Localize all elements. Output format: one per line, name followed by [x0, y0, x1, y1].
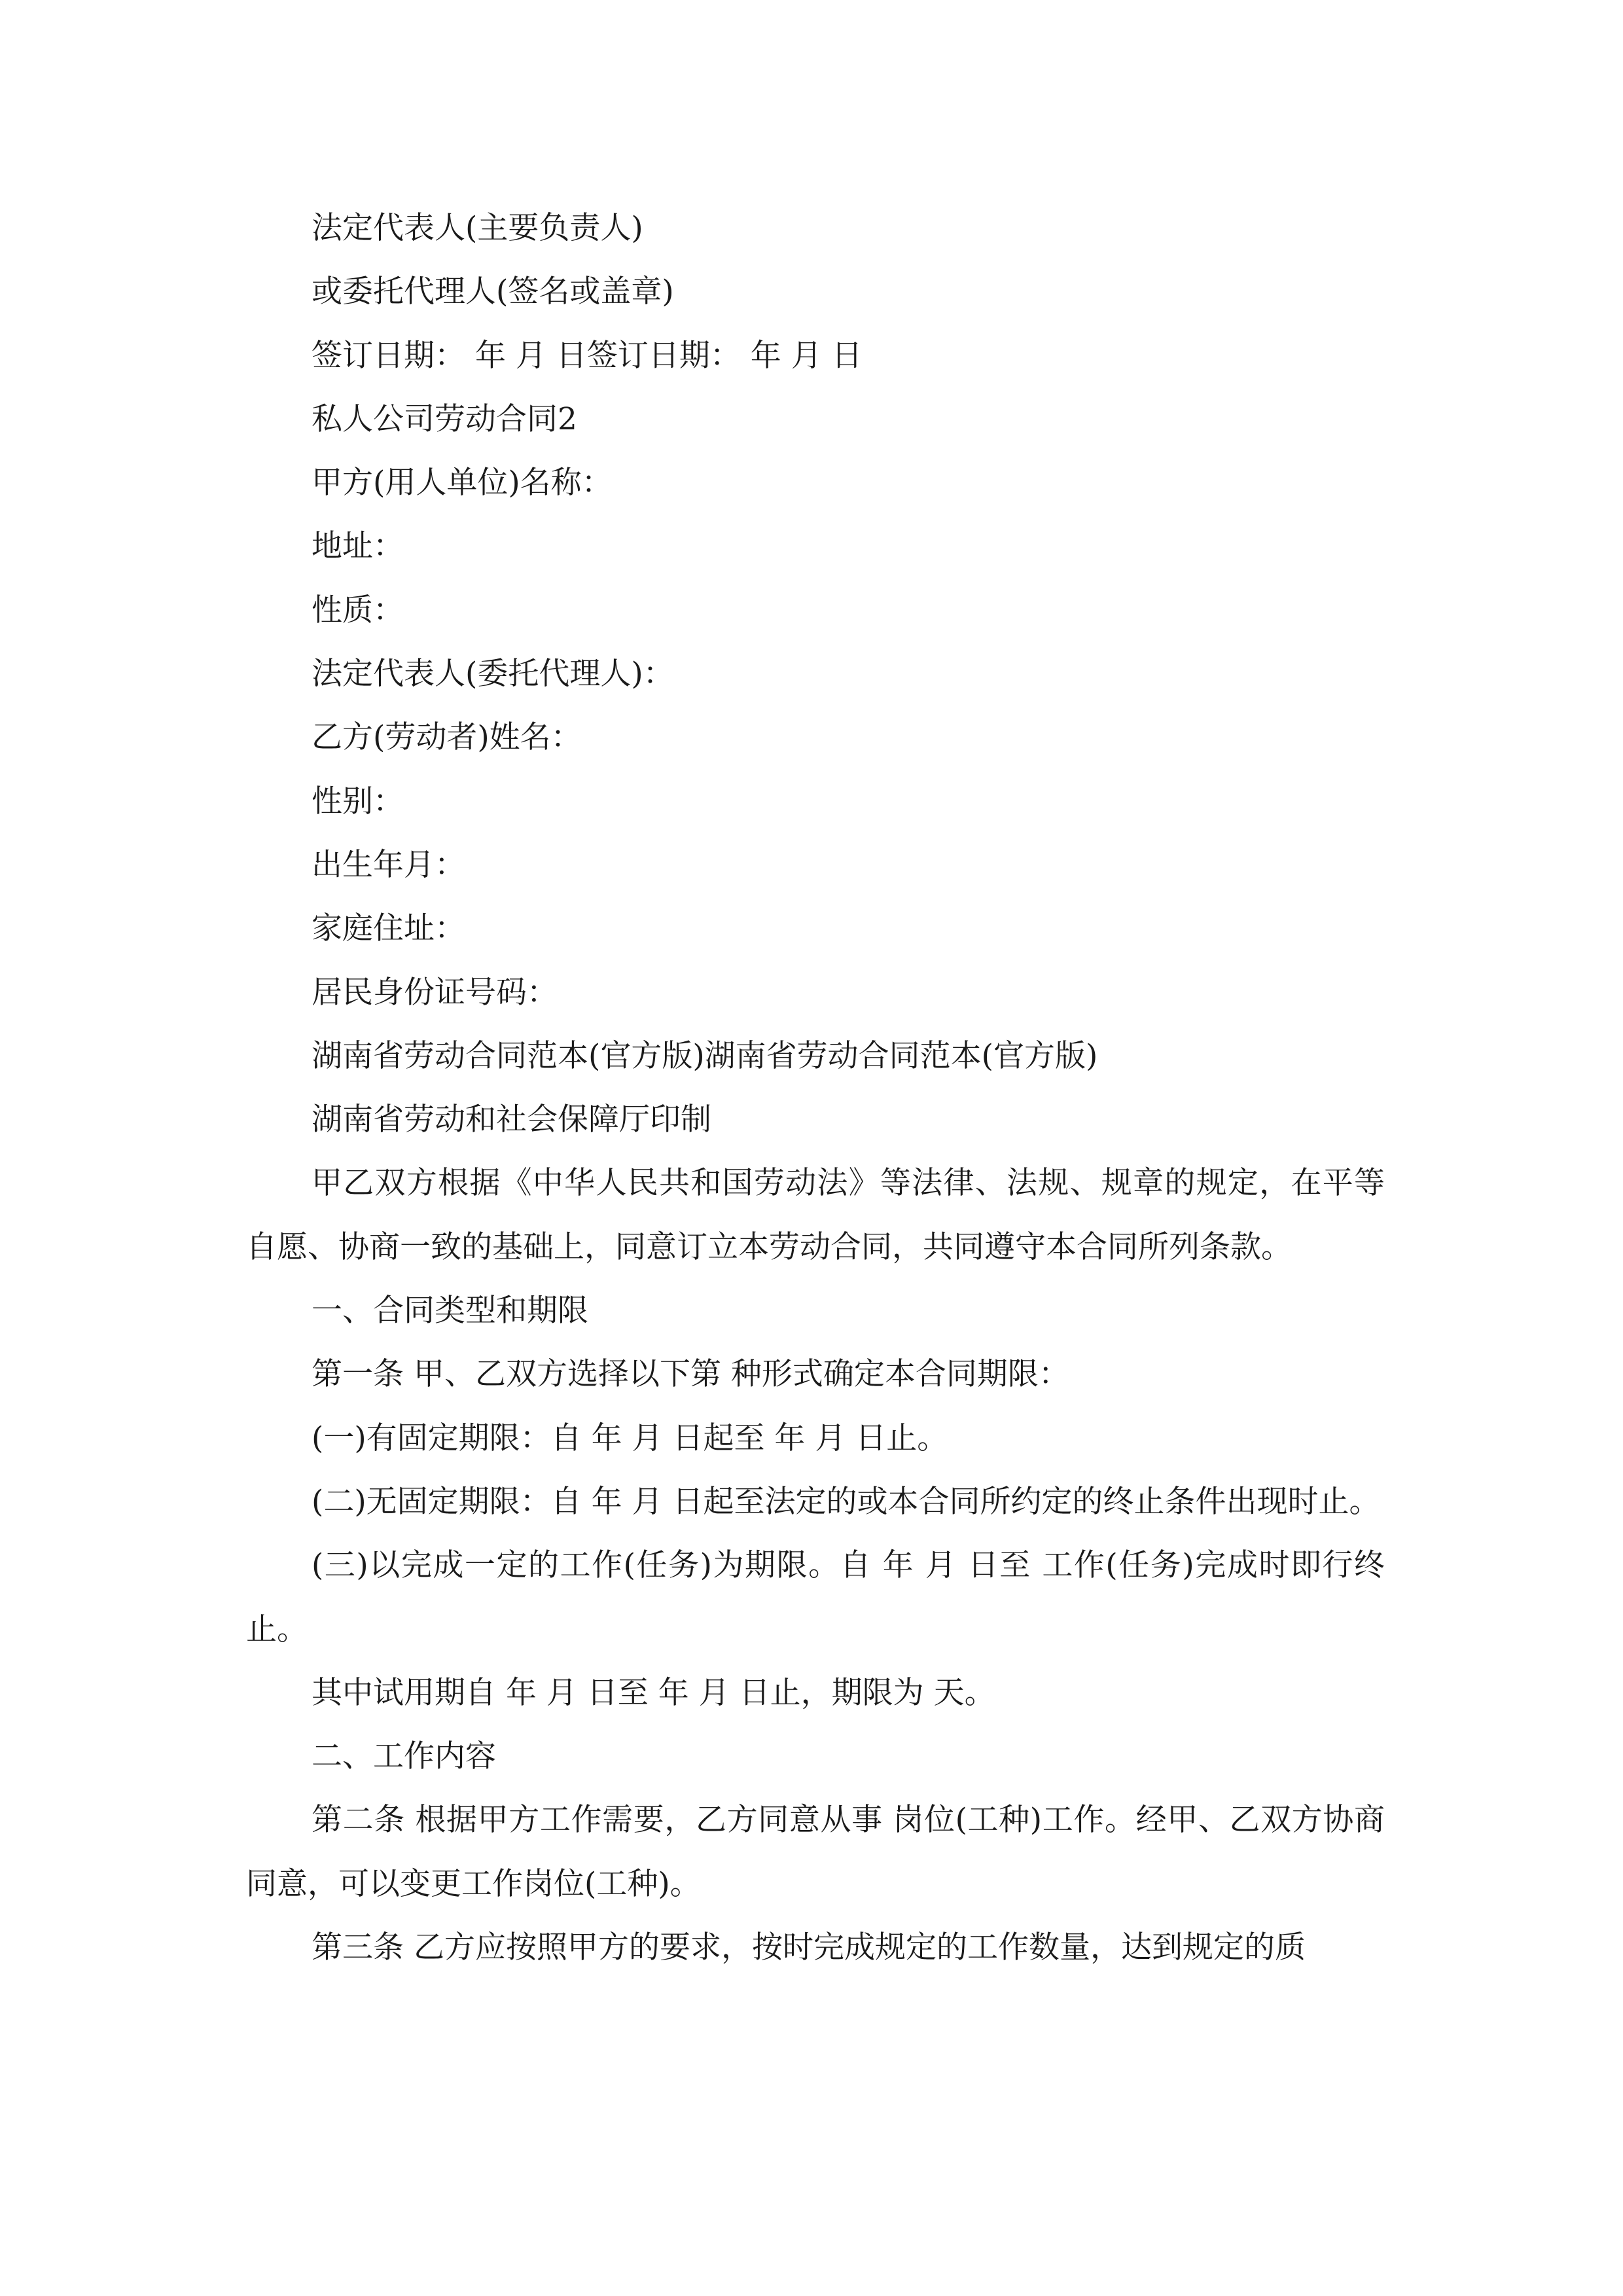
document-body: [246, 196, 1385, 1979]
text-line: 或委托代理人(签名或盖章): [312, 274, 674, 310]
document-heading: 私人公司劳动合同2: [312, 401, 577, 437]
text-line: 居民身份证号码：: [312, 974, 558, 1011]
paragraph: 第三条 乙方应按照甲方的要求，按时完成规定的工作数量，达到规定的质: [312, 1929, 1306, 1966]
text-line: 性别：: [312, 783, 404, 819]
paragraph: 其中试用期自 年 月 日至 年 月 日止，期限为 天。: [312, 1674, 995, 1711]
text-line: 湖南省劳动合同范本(官方版)湖南省劳动合同范本(官方版): [312, 1037, 1098, 1074]
section-heading: 二、工作内容: [312, 1738, 496, 1775]
text-line: 出生年月：: [312, 846, 465, 883]
paragraph: 第一条 甲、乙双方选择以下第 种形式确定本合同期限：: [312, 1356, 1069, 1393]
text-line: 湖南省劳动和社会保障厅印制: [312, 1102, 711, 1138]
text-line: 法定代表人(委托代理人)：: [312, 656, 674, 692]
text-line: 甲方(用人单位)名称：: [312, 465, 613, 501]
paragraph: (三)以完成一定的工作(任务)为期限。自 年 月 日至 工作(任务)完成时即行终止。: [246, 1547, 1385, 1647]
text-line: 乙方(劳动者)姓名：: [312, 719, 582, 756]
text-line: 地址：: [312, 528, 404, 565]
text-line: 家庭住址：: [312, 910, 465, 947]
paragraph: 第二条 根据甲方工作需要，乙方同意从事 岗位(工种)工作。经甲、乙双方协商同意，可以变更工作岗位(工种)。: [246, 1802, 1385, 1902]
paragraph: 甲乙双方根据《中华人民共和国劳动法》等法律、法规、规章的规定，在平等自愿、协商一致的基础上，同意订立本劳动合同，共同遵守本合同所列条款。: [246, 1165, 1385, 1265]
text-line: 性质：: [312, 592, 404, 628]
text-line: 法定代表人(主要负责人): [312, 210, 643, 246]
section-heading: 一、合同类型和期限: [312, 1293, 588, 1329]
paragraph: (一)有固定期限：自 年 月 日起至 年 月 日止。: [312, 1420, 948, 1456]
text-line: 签订日期： 年 月 日签订日期： 年 月 日: [312, 337, 863, 374]
paragraph: (二)无固定期限：自 年 月 日起至法定的或本合同所约定的终止条件出现时止。: [312, 1483, 1380, 1520]
